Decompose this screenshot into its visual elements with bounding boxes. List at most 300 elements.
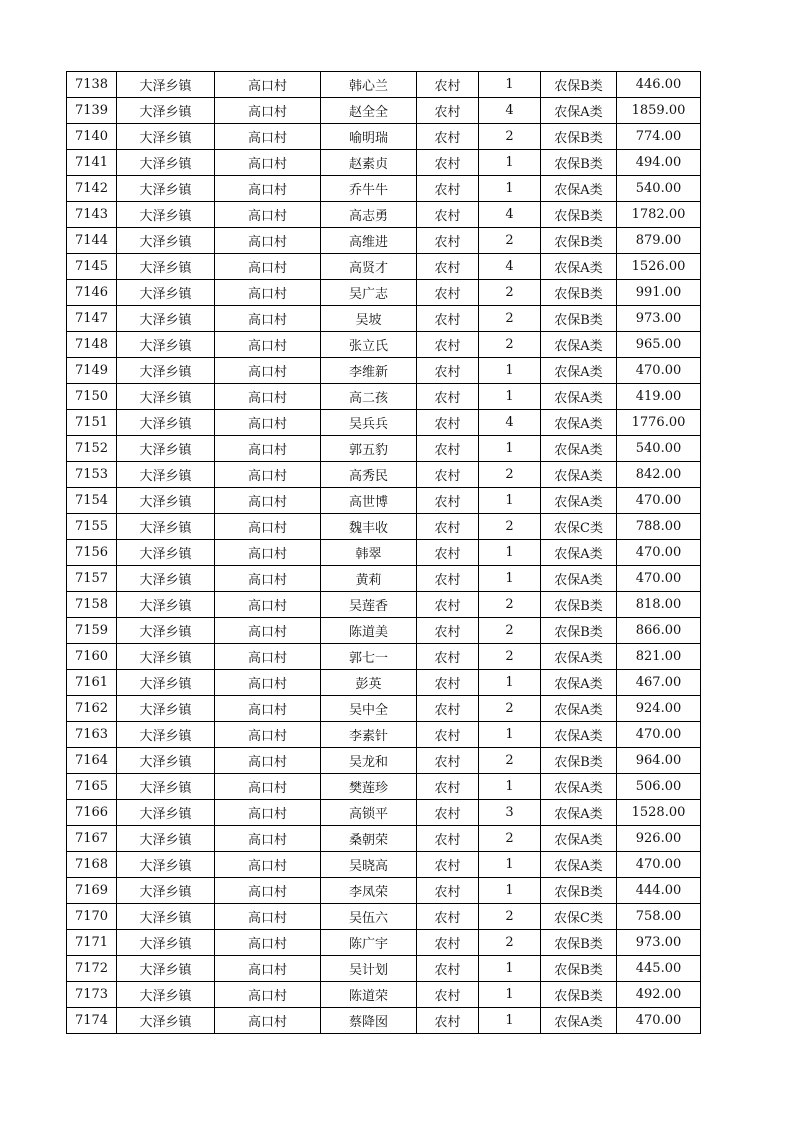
table-row	[67, 436, 701, 462]
village-cell: 高口村	[215, 254, 321, 280]
insurance-type-cell: 农保B类	[541, 930, 617, 956]
village-cell: 高口村	[215, 332, 321, 358]
record-id-cell: 7172	[67, 956, 117, 982]
table-row	[67, 332, 701, 358]
table-row	[67, 228, 701, 254]
area-cell: 农村	[417, 254, 479, 280]
table-row	[67, 696, 701, 722]
person-name-cell: 吴计划	[321, 956, 417, 982]
insurance-type-cell: 农保A类	[541, 852, 617, 878]
household-count-cell: 1	[479, 176, 541, 202]
amount-cell: 821.00	[617, 644, 701, 670]
record-id-cell: 7167	[67, 826, 117, 852]
insurance-type-cell: 农保B类	[541, 124, 617, 150]
insurance-type-cell: 农保B类	[541, 306, 617, 332]
village-cell: 高口村	[215, 150, 321, 176]
person-name-cell: 高秀民	[321, 462, 417, 488]
area-cell: 农村	[417, 150, 479, 176]
person-name-cell: 吴兵兵	[321, 410, 417, 436]
area-cell: 农村	[417, 488, 479, 514]
town-cell: 大泽乡镇	[117, 1008, 215, 1034]
household-count-cell: 2	[479, 332, 541, 358]
town-cell: 大泽乡镇	[117, 98, 215, 124]
household-count-cell: 2	[479, 904, 541, 930]
village-cell: 高口村	[215, 878, 321, 904]
table-row	[67, 982, 701, 1008]
insurance-type-cell: 农保C类	[541, 904, 617, 930]
town-cell: 大泽乡镇	[117, 488, 215, 514]
household-count-cell: 1	[479, 358, 541, 384]
person-name-cell: 彭英	[321, 670, 417, 696]
table-row	[67, 774, 701, 800]
town-cell: 大泽乡镇	[117, 384, 215, 410]
table-row	[67, 644, 701, 670]
insurance-type-cell: 农保A类	[541, 254, 617, 280]
person-name-cell: 吴坡	[321, 306, 417, 332]
village-cell: 高口村	[215, 670, 321, 696]
amount-cell: 445.00	[617, 956, 701, 982]
area-cell: 农村	[417, 878, 479, 904]
village-cell: 高口村	[215, 228, 321, 254]
person-name-cell: 高二孩	[321, 384, 417, 410]
amount-cell: 924.00	[617, 696, 701, 722]
insurance-type-cell: 农保A类	[541, 98, 617, 124]
records-table-body	[67, 72, 701, 1034]
amount-cell: 788.00	[617, 514, 701, 540]
table-row	[67, 956, 701, 982]
village-cell: 高口村	[215, 72, 321, 98]
table-row	[67, 930, 701, 956]
person-name-cell: 乔牛牛	[321, 176, 417, 202]
household-count-cell: 4	[479, 98, 541, 124]
record-id-cell: 7162	[67, 696, 117, 722]
record-id-cell: 7144	[67, 228, 117, 254]
table-row	[67, 514, 701, 540]
person-name-cell: 高贤才	[321, 254, 417, 280]
area-cell: 农村	[417, 618, 479, 644]
amount-cell: 973.00	[617, 930, 701, 956]
town-cell: 大泽乡镇	[117, 280, 215, 306]
amount-cell: 991.00	[617, 280, 701, 306]
table-row	[67, 904, 701, 930]
town-cell: 大泽乡镇	[117, 670, 215, 696]
area-cell: 农村	[417, 644, 479, 670]
person-name-cell: 吴莲香	[321, 592, 417, 618]
record-id-cell: 7166	[67, 800, 117, 826]
town-cell: 大泽乡镇	[117, 358, 215, 384]
household-count-cell: 1	[479, 384, 541, 410]
household-count-cell: 2	[479, 306, 541, 332]
insurance-type-cell: 农保A类	[541, 332, 617, 358]
town-cell: 大泽乡镇	[117, 124, 215, 150]
village-cell: 高口村	[215, 410, 321, 436]
household-count-cell: 2	[479, 462, 541, 488]
town-cell: 大泽乡镇	[117, 150, 215, 176]
insurance-type-cell: 农保B类	[541, 982, 617, 1008]
insurance-type-cell: 农保B类	[541, 72, 617, 98]
area-cell: 农村	[417, 358, 479, 384]
town-cell: 大泽乡镇	[117, 176, 215, 202]
record-id-cell: 7169	[67, 878, 117, 904]
town-cell: 大泽乡镇	[117, 592, 215, 618]
household-count-cell: 1	[479, 540, 541, 566]
town-cell: 大泽乡镇	[117, 462, 215, 488]
table-row	[67, 176, 701, 202]
town-cell: 大泽乡镇	[117, 72, 215, 98]
town-cell: 大泽乡镇	[117, 254, 215, 280]
village-cell: 高口村	[215, 306, 321, 332]
area-cell: 农村	[417, 228, 479, 254]
record-id-cell: 7157	[67, 566, 117, 592]
area-cell: 农村	[417, 72, 479, 98]
town-cell: 大泽乡镇	[117, 540, 215, 566]
amount-cell: 470.00	[617, 1008, 701, 1034]
amount-cell: 467.00	[617, 670, 701, 696]
village-cell: 高口村	[215, 904, 321, 930]
table-row	[67, 878, 701, 904]
area-cell: 农村	[417, 176, 479, 202]
household-count-cell: 2	[479, 618, 541, 644]
household-count-cell: 2	[479, 930, 541, 956]
insurance-type-cell: 农保A类	[541, 1008, 617, 1034]
person-name-cell: 郭七一	[321, 644, 417, 670]
village-cell: 高口村	[215, 722, 321, 748]
person-name-cell: 吴龙和	[321, 748, 417, 774]
amount-cell: 926.00	[617, 826, 701, 852]
town-cell: 大泽乡镇	[117, 306, 215, 332]
area-cell: 农村	[417, 514, 479, 540]
village-cell: 高口村	[215, 800, 321, 826]
area-cell: 农村	[417, 982, 479, 1008]
record-id-cell: 7151	[67, 410, 117, 436]
village-cell: 高口村	[215, 592, 321, 618]
insurance-type-cell: 农保B类	[541, 956, 617, 982]
amount-cell: 842.00	[617, 462, 701, 488]
person-name-cell: 郭五豹	[321, 436, 417, 462]
insurance-type-cell: 农保B类	[541, 748, 617, 774]
village-cell: 高口村	[215, 358, 321, 384]
village-cell: 高口村	[215, 644, 321, 670]
insurance-type-cell: 农保B类	[541, 618, 617, 644]
town-cell: 大泽乡镇	[117, 722, 215, 748]
area-cell: 农村	[417, 592, 479, 618]
village-cell: 高口村	[215, 696, 321, 722]
insurance-type-cell: 农保A类	[541, 410, 617, 436]
record-id-cell: 7161	[67, 670, 117, 696]
person-name-cell: 吴伍六	[321, 904, 417, 930]
household-count-cell: 4	[479, 410, 541, 436]
household-count-cell: 1	[479, 436, 541, 462]
amount-cell: 879.00	[617, 228, 701, 254]
table-row	[67, 852, 701, 878]
village-cell: 高口村	[215, 618, 321, 644]
insurance-type-cell: 农保A类	[541, 696, 617, 722]
insurance-type-cell: 农保B类	[541, 150, 617, 176]
table-row	[67, 488, 701, 514]
person-name-cell: 韩翠	[321, 540, 417, 566]
table-row	[67, 540, 701, 566]
insurance-type-cell: 农保A类	[541, 670, 617, 696]
amount-cell: 1526.00	[617, 254, 701, 280]
town-cell: 大泽乡镇	[117, 982, 215, 1008]
record-id-cell: 7142	[67, 176, 117, 202]
table-row	[67, 280, 701, 306]
table-row	[67, 384, 701, 410]
household-count-cell: 2	[479, 280, 541, 306]
village-cell: 高口村	[215, 852, 321, 878]
record-id-cell: 7143	[67, 202, 117, 228]
amount-cell: 492.00	[617, 982, 701, 1008]
amount-cell: 506.00	[617, 774, 701, 800]
amount-cell: 470.00	[617, 722, 701, 748]
record-id-cell: 7139	[67, 98, 117, 124]
record-id-cell: 7158	[67, 592, 117, 618]
record-id-cell: 7171	[67, 930, 117, 956]
household-count-cell: 2	[479, 228, 541, 254]
town-cell: 大泽乡镇	[117, 878, 215, 904]
village-cell: 高口村	[215, 98, 321, 124]
record-id-cell: 7146	[67, 280, 117, 306]
insurance-type-cell: 农保B类	[541, 280, 617, 306]
area-cell: 农村	[417, 280, 479, 306]
amount-cell: 866.00	[617, 618, 701, 644]
person-name-cell: 喻明瑞	[321, 124, 417, 150]
area-cell: 农村	[417, 332, 479, 358]
person-name-cell: 蔡降囡	[321, 1008, 417, 1034]
village-cell: 高口村	[215, 956, 321, 982]
person-name-cell: 李维新	[321, 358, 417, 384]
household-count-cell: 1	[479, 852, 541, 878]
amount-cell: 1528.00	[617, 800, 701, 826]
household-count-cell: 4	[479, 202, 541, 228]
record-id-cell: 7154	[67, 488, 117, 514]
amount-cell: 540.00	[617, 176, 701, 202]
person-name-cell: 吴中全	[321, 696, 417, 722]
amount-cell: 446.00	[617, 72, 701, 98]
household-count-cell: 1	[479, 774, 541, 800]
record-id-cell: 7163	[67, 722, 117, 748]
amount-cell: 758.00	[617, 904, 701, 930]
town-cell: 大泽乡镇	[117, 228, 215, 254]
area-cell: 农村	[417, 436, 479, 462]
village-cell: 高口村	[215, 488, 321, 514]
village-cell: 高口村	[215, 514, 321, 540]
insurance-type-cell: 农保B类	[541, 228, 617, 254]
area-cell: 农村	[417, 202, 479, 228]
household-count-cell: 2	[479, 748, 541, 774]
person-name-cell: 李素针	[321, 722, 417, 748]
household-count-cell: 1	[479, 1008, 541, 1034]
town-cell: 大泽乡镇	[117, 826, 215, 852]
table-row	[67, 618, 701, 644]
town-cell: 大泽乡镇	[117, 514, 215, 540]
record-id-cell: 7174	[67, 1008, 117, 1034]
village-cell: 高口村	[215, 202, 321, 228]
record-id-cell: 7164	[67, 748, 117, 774]
amount-cell: 1859.00	[617, 98, 701, 124]
person-name-cell: 陈道美	[321, 618, 417, 644]
person-name-cell: 桑朝荣	[321, 826, 417, 852]
insurance-type-cell: 农保A类	[541, 774, 617, 800]
amount-cell: 973.00	[617, 306, 701, 332]
table-row	[67, 800, 701, 826]
record-id-cell: 7160	[67, 644, 117, 670]
town-cell: 大泽乡镇	[117, 202, 215, 228]
household-count-cell: 1	[479, 878, 541, 904]
person-name-cell: 吴广志	[321, 280, 417, 306]
person-name-cell: 黄莉	[321, 566, 417, 592]
table-row	[67, 306, 701, 332]
table-row	[67, 124, 701, 150]
household-count-cell: 1	[479, 956, 541, 982]
record-id-cell: 7159	[67, 618, 117, 644]
village-cell: 高口村	[215, 566, 321, 592]
area-cell: 农村	[417, 124, 479, 150]
table-row	[67, 592, 701, 618]
person-name-cell: 赵素贞	[321, 150, 417, 176]
amount-cell: 470.00	[617, 540, 701, 566]
record-id-cell: 7145	[67, 254, 117, 280]
record-id-cell: 7173	[67, 982, 117, 1008]
village-cell: 高口村	[215, 748, 321, 774]
household-count-cell: 2	[479, 592, 541, 618]
village-cell: 高口村	[215, 1008, 321, 1034]
record-id-cell: 7140	[67, 124, 117, 150]
record-id-cell: 7156	[67, 540, 117, 566]
town-cell: 大泽乡镇	[117, 618, 215, 644]
household-count-cell: 1	[479, 722, 541, 748]
town-cell: 大泽乡镇	[117, 410, 215, 436]
person-name-cell: 张立氏	[321, 332, 417, 358]
table-row	[67, 98, 701, 124]
household-count-cell: 4	[479, 254, 541, 280]
table-row	[67, 462, 701, 488]
town-cell: 大泽乡镇	[117, 644, 215, 670]
household-count-cell: 2	[479, 644, 541, 670]
amount-cell: 965.00	[617, 332, 701, 358]
record-id-cell: 7138	[67, 72, 117, 98]
record-id-cell: 7155	[67, 514, 117, 540]
area-cell: 农村	[417, 774, 479, 800]
table-row	[67, 748, 701, 774]
record-id-cell: 7149	[67, 358, 117, 384]
person-name-cell: 韩心兰	[321, 72, 417, 98]
area-cell: 农村	[417, 384, 479, 410]
insurance-type-cell: 农保B类	[541, 202, 617, 228]
town-cell: 大泽乡镇	[117, 566, 215, 592]
insurance-type-cell: 农保A类	[541, 566, 617, 592]
amount-cell: 964.00	[617, 748, 701, 774]
person-name-cell: 高锁平	[321, 800, 417, 826]
insurance-type-cell: 农保A类	[541, 722, 617, 748]
household-count-cell: 2	[479, 826, 541, 852]
amount-cell: 470.00	[617, 358, 701, 384]
amount-cell: 470.00	[617, 566, 701, 592]
record-id-cell: 7165	[67, 774, 117, 800]
record-id-cell: 7147	[67, 306, 117, 332]
town-cell: 大泽乡镇	[117, 852, 215, 878]
area-cell: 农村	[417, 904, 479, 930]
household-count-cell: 1	[479, 566, 541, 592]
village-cell: 高口村	[215, 930, 321, 956]
village-cell: 高口村	[215, 280, 321, 306]
household-count-cell: 1	[479, 72, 541, 98]
table-row	[67, 826, 701, 852]
area-cell: 农村	[417, 566, 479, 592]
record-id-cell: 7153	[67, 462, 117, 488]
insurance-type-cell: 农保A类	[541, 436, 617, 462]
household-count-cell: 2	[479, 696, 541, 722]
table-row	[67, 254, 701, 280]
record-id-cell: 7170	[67, 904, 117, 930]
insurance-type-cell: 农保A类	[541, 826, 617, 852]
village-cell: 高口村	[215, 436, 321, 462]
area-cell: 农村	[417, 826, 479, 852]
record-id-cell: 7152	[67, 436, 117, 462]
table-row	[67, 1008, 701, 1034]
area-cell: 农村	[417, 748, 479, 774]
amount-cell: 470.00	[617, 852, 701, 878]
amount-cell: 444.00	[617, 878, 701, 904]
insurance-type-cell: 农保A类	[541, 358, 617, 384]
town-cell: 大泽乡镇	[117, 332, 215, 358]
table-row	[67, 202, 701, 228]
household-count-cell: 2	[479, 124, 541, 150]
insurance-type-cell: 农保C类	[541, 514, 617, 540]
table-row	[67, 150, 701, 176]
area-cell: 农村	[417, 410, 479, 436]
record-id-cell: 7168	[67, 852, 117, 878]
amount-cell: 494.00	[617, 150, 701, 176]
area-cell: 农村	[417, 696, 479, 722]
table-row	[67, 410, 701, 436]
amount-cell: 818.00	[617, 592, 701, 618]
household-count-cell: 1	[479, 982, 541, 1008]
person-name-cell: 高志勇	[321, 202, 417, 228]
table-row	[67, 566, 701, 592]
area-cell: 农村	[417, 98, 479, 124]
area-cell: 农村	[417, 956, 479, 982]
area-cell: 农村	[417, 930, 479, 956]
area-cell: 农村	[417, 1008, 479, 1034]
village-cell: 高口村	[215, 462, 321, 488]
insurance-type-cell: 农保A类	[541, 800, 617, 826]
area-cell: 农村	[417, 462, 479, 488]
area-cell: 农村	[417, 722, 479, 748]
insurance-type-cell: 农保A类	[541, 644, 617, 670]
village-cell: 高口村	[215, 124, 321, 150]
amount-cell: 1782.00	[617, 202, 701, 228]
insurance-type-cell: 农保B类	[541, 878, 617, 904]
amount-cell: 540.00	[617, 436, 701, 462]
household-count-cell: 1	[479, 150, 541, 176]
table-row	[67, 358, 701, 384]
household-count-cell: 2	[479, 514, 541, 540]
town-cell: 大泽乡镇	[117, 774, 215, 800]
table-row	[67, 72, 701, 98]
town-cell: 大泽乡镇	[117, 800, 215, 826]
record-id-cell: 7148	[67, 332, 117, 358]
household-count-cell: 3	[479, 800, 541, 826]
insurance-type-cell: 农保A类	[541, 488, 617, 514]
amount-cell: 419.00	[617, 384, 701, 410]
person-name-cell: 陈道荣	[321, 982, 417, 1008]
town-cell: 大泽乡镇	[117, 930, 215, 956]
amount-cell: 470.00	[617, 488, 701, 514]
record-id-cell: 7141	[67, 150, 117, 176]
record-id-cell: 7150	[67, 384, 117, 410]
town-cell: 大泽乡镇	[117, 956, 215, 982]
